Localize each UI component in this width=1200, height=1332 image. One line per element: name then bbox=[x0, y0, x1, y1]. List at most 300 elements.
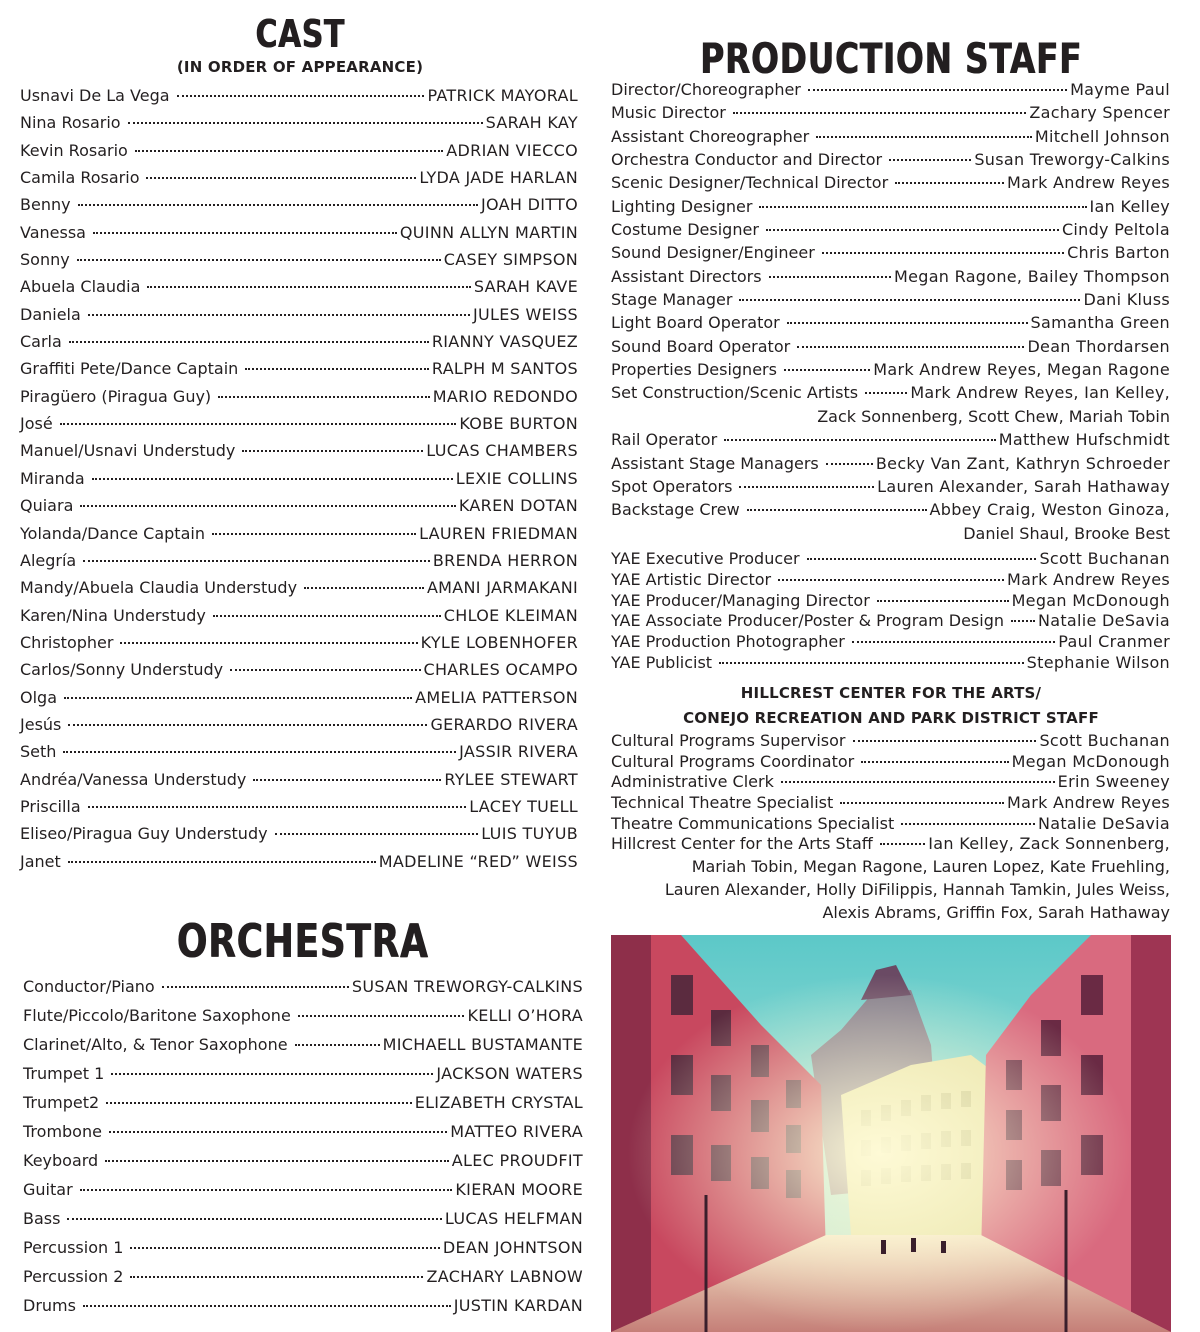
dot-leader bbox=[739, 299, 1080, 301]
credit-role: Kevin Rosario bbox=[20, 140, 128, 160]
credit-role: Abuela Claudia bbox=[20, 277, 141, 297]
credit-role: Manuel/Usnavi Understudy bbox=[20, 441, 236, 461]
dot-leader bbox=[822, 252, 1064, 254]
dot-leader bbox=[83, 1305, 451, 1307]
dot-leader bbox=[162, 986, 349, 988]
credit-role: Administrative Clerk bbox=[611, 772, 774, 792]
credit-row bbox=[20, 410, 578, 437]
credit-row bbox=[23, 1117, 583, 1146]
dot-leader bbox=[759, 206, 1086, 208]
orchestra-heading: ORCHESTRA bbox=[176, 914, 429, 968]
credit-role: YAE Publicist bbox=[611, 652, 713, 672]
hillcrest-staff-continuation: Lauren Alexander, Holly DiFilippis, Hannah Tamkin, Jules Weiss, bbox=[664, 880, 1170, 900]
production-staff-heading: PRODUCTION STAFF bbox=[699, 34, 1083, 83]
credit-name: LUCAS CHAMBERS bbox=[426, 441, 578, 461]
credit-row bbox=[611, 195, 1170, 218]
credit-role: Mandy/Abuela Claudia Understudy bbox=[20, 578, 298, 598]
credit-role: Alegría bbox=[20, 550, 77, 570]
dot-leader bbox=[83, 560, 430, 562]
light-glow bbox=[611, 935, 1171, 1332]
dot-leader bbox=[778, 579, 1004, 581]
credit-name: Dani Kluss bbox=[1083, 290, 1170, 310]
credit-role: Nina Rosario bbox=[20, 113, 121, 133]
credit-role: Andréa/Vanessa Understudy bbox=[20, 769, 247, 789]
credit-role: Seth bbox=[20, 742, 57, 762]
credit-role: Sonny bbox=[20, 250, 70, 270]
credit-name: CASEY SIMPSON bbox=[443, 250, 578, 270]
credit-row bbox=[20, 766, 578, 793]
credit-row bbox=[611, 570, 1170, 591]
credit-name: MARIO REDONDO bbox=[432, 386, 578, 406]
hillcrest-staff-continuation: Mariah Tobin, Megan Ragone, Lauren Lopez, Kate Fruehling, bbox=[691, 857, 1170, 877]
dot-leader bbox=[106, 1102, 412, 1104]
dot-leader bbox=[739, 486, 874, 488]
dot-leader bbox=[1011, 620, 1035, 622]
credit-role: Benny bbox=[20, 195, 71, 215]
credit-row bbox=[611, 834, 1170, 855]
credit-role: Spot Operators bbox=[611, 476, 733, 496]
dot-leader bbox=[766, 229, 1059, 231]
dot-leader bbox=[130, 1276, 423, 1278]
credit-role: Usnavi De La Vega bbox=[20, 86, 170, 105]
credit-role: Trombone bbox=[23, 1122, 102, 1141]
credit-name: RALPH M SANTOS bbox=[431, 359, 578, 379]
credit-row bbox=[20, 793, 578, 820]
dot-leader bbox=[128, 122, 483, 124]
credit-row bbox=[611, 611, 1170, 632]
dot-leader bbox=[852, 641, 1056, 643]
dot-leader bbox=[88, 806, 467, 808]
credit-row bbox=[23, 1291, 583, 1320]
credit-name: AMANI JARMAKANI bbox=[426, 578, 578, 598]
credit-role: Guitar bbox=[23, 1180, 73, 1199]
dot-leader bbox=[865, 392, 907, 394]
credit-name: Scott Buchanan bbox=[1039, 549, 1170, 568]
dot-leader bbox=[733, 112, 1026, 114]
dot-leader bbox=[109, 1131, 447, 1133]
credit-role: Percussion 2 bbox=[23, 1267, 124, 1286]
credit-role: Director/Choreographer bbox=[611, 80, 801, 99]
credit-role: Yolanda/Dance Captain bbox=[20, 523, 205, 543]
credit-row bbox=[20, 848, 578, 875]
credit-row bbox=[611, 288, 1170, 311]
dot-leader bbox=[816, 136, 1032, 138]
credit-row bbox=[20, 219, 578, 246]
dot-leader bbox=[218, 396, 430, 398]
credit-name: JACKSON WATERS bbox=[436, 1064, 583, 1083]
dot-leader bbox=[787, 322, 1028, 324]
credit-role: Assistant Directors bbox=[611, 266, 762, 286]
credit-role: Olga bbox=[20, 687, 57, 707]
credit-row bbox=[20, 109, 578, 136]
credit-row bbox=[20, 301, 578, 328]
credit-name: Megan McDonough bbox=[1011, 751, 1170, 771]
credit-name: LAUREN FRIEDMAN bbox=[419, 523, 578, 543]
credit-name: Mark Andrew Reyes bbox=[1006, 173, 1170, 193]
credit-continuation: Daniel Shaul, Brooke Best bbox=[963, 523, 1170, 543]
credit-row bbox=[23, 1001, 583, 1030]
credit-role: Drums bbox=[23, 1296, 76, 1315]
dot-leader bbox=[797, 346, 1024, 348]
credit-name: Scott Buchanan bbox=[1039, 731, 1170, 750]
credit-name: PATRICK MAYORAL bbox=[427, 86, 578, 105]
credit-role: Bass bbox=[23, 1209, 61, 1228]
hillcrest-heading-line2: CONEJO RECREATION AND PARK DISTRICT STAFF bbox=[683, 709, 1099, 727]
credit-role: Lighting Designer bbox=[611, 196, 753, 216]
credit-row bbox=[20, 355, 578, 382]
credit-name: Erin Sweeney bbox=[1057, 772, 1170, 792]
dot-leader bbox=[77, 259, 441, 261]
credit-name: AMELIA PATTERSON bbox=[415, 687, 578, 707]
credit-name: KAREN DOTAN bbox=[458, 496, 578, 516]
credit-role: Miranda bbox=[20, 468, 85, 488]
credit-row bbox=[20, 656, 578, 683]
credit-role: Graffiti Pete/Dance Captain bbox=[20, 359, 239, 379]
credit-role: Clarinet/Alto, & Tenor Saxophone bbox=[23, 1035, 288, 1054]
credit-name: JASSIR RIVERA bbox=[459, 742, 578, 762]
credit-row bbox=[611, 632, 1170, 653]
credit-role: Cultural Programs Supervisor bbox=[611, 731, 846, 750]
credit-role: YAE Producer/Managing Director bbox=[611, 590, 870, 610]
credit-name: QUINN ALLYN MARTIN bbox=[399, 222, 578, 242]
credit-role: Jesús bbox=[20, 714, 62, 734]
dot-leader bbox=[769, 276, 891, 278]
credit-name: Megan Ragone, Bailey Thompson bbox=[894, 266, 1170, 286]
dot-leader bbox=[88, 314, 470, 316]
dot-leader bbox=[111, 1073, 433, 1075]
credit-row bbox=[20, 820, 578, 847]
dot-leader bbox=[68, 724, 427, 726]
credit-role: Trumpet2 bbox=[23, 1093, 100, 1112]
credit-row bbox=[23, 1233, 583, 1262]
credit-row bbox=[611, 452, 1170, 475]
credit-role: Assistant Choreographer bbox=[611, 126, 810, 146]
dot-leader bbox=[146, 177, 416, 179]
credit-row bbox=[611, 218, 1170, 241]
credit-row bbox=[611, 171, 1170, 194]
credit-row bbox=[23, 1088, 583, 1117]
credit-name: Megan McDonough bbox=[1011, 590, 1170, 610]
credit-row bbox=[611, 498, 1170, 521]
credit-row bbox=[20, 574, 578, 601]
dot-leader bbox=[747, 509, 927, 511]
credit-row bbox=[23, 1175, 583, 1204]
credit-row bbox=[611, 125, 1170, 148]
credit-name: KELLI O’HORA bbox=[467, 1006, 583, 1025]
credit-row bbox=[611, 311, 1170, 334]
credit-row bbox=[23, 1059, 583, 1088]
credit-row bbox=[20, 82, 578, 109]
credit-name: Natalie DeSavia bbox=[1037, 813, 1170, 833]
hillcrest-heading-line1: HILLCREST CENTER FOR THE ARTS/ bbox=[740, 684, 1042, 702]
credit-role: Sound Board Operator bbox=[611, 336, 791, 356]
dot-leader bbox=[120, 642, 417, 644]
credit-row bbox=[20, 547, 578, 574]
credit-role: Vanessa bbox=[20, 222, 86, 242]
dot-leader bbox=[889, 159, 971, 161]
credit-row bbox=[611, 591, 1170, 612]
credit-name: DEAN JOHNTSON bbox=[442, 1238, 583, 1257]
credit-role: Karen/Nina Understudy bbox=[20, 605, 206, 625]
dot-leader bbox=[808, 89, 1067, 91]
credit-name: ALEC PROUDFIT bbox=[451, 1151, 583, 1170]
credit-name: Samantha Green bbox=[1030, 313, 1170, 333]
credit-name: Ian Kelley, Zack Sonnenberg, bbox=[928, 834, 1170, 854]
credit-row bbox=[20, 164, 578, 191]
credit-name: ZACHARY LABNOW bbox=[426, 1267, 583, 1286]
credit-row bbox=[611, 78, 1170, 101]
dot-leader bbox=[105, 1160, 449, 1162]
credit-row bbox=[611, 335, 1170, 358]
dot-leader bbox=[67, 1218, 441, 1220]
dot-leader bbox=[80, 505, 456, 507]
dot-leader bbox=[213, 615, 441, 617]
credit-name: KYLE LOBENHOFER bbox=[420, 632, 578, 652]
dot-leader bbox=[93, 232, 397, 234]
credit-row bbox=[20, 711, 578, 738]
production-staff-list bbox=[611, 78, 1170, 545]
credit-role: Set Construction/Scenic Artists bbox=[611, 383, 859, 403]
credit-role: Percussion 1 bbox=[23, 1238, 124, 1257]
credit-role: Assistant Stage Managers bbox=[611, 453, 819, 473]
dot-leader bbox=[60, 423, 457, 425]
hillcrest-staff-continuation: Alexis Abrams, Griffin Fox, Sarah Hathaway bbox=[822, 903, 1170, 923]
credit-row bbox=[20, 684, 578, 711]
credit-row bbox=[611, 814, 1170, 835]
credit-row bbox=[20, 246, 578, 273]
credit-role: Backstage Crew bbox=[611, 500, 740, 520]
credit-name: LEXIE COLLINS bbox=[455, 468, 578, 488]
credit-name: Susan Treworgy-Calkins bbox=[974, 150, 1170, 170]
credit-row bbox=[23, 1262, 583, 1291]
credit-name: Mayme Paul bbox=[1070, 80, 1170, 99]
credit-row bbox=[20, 137, 578, 164]
credit-row bbox=[611, 475, 1170, 498]
credit-name: MICHAELL BUSTAMANTE bbox=[382, 1035, 583, 1054]
credit-role: Eliseo/Piragua Guy Understudy bbox=[20, 824, 268, 844]
credit-name: Cindy Peltola bbox=[1061, 220, 1170, 240]
credit-role: Piragüero (Piragua Guy) bbox=[20, 386, 212, 406]
credit-row bbox=[20, 328, 578, 355]
credit-role: Hillcrest Center for the Arts Staff bbox=[611, 834, 873, 854]
credit-role: Carlos/Sonny Understudy bbox=[20, 660, 224, 680]
credit-role: Light Board Operator bbox=[611, 313, 780, 333]
dot-leader bbox=[880, 843, 925, 845]
credit-name: BRENDA HERRON bbox=[432, 550, 578, 570]
credit-name: LACEY TUELL bbox=[469, 796, 578, 816]
credit-role: Theatre Communications Specialist bbox=[611, 813, 895, 833]
credit-name: JUSTIN KARDAN bbox=[453, 1296, 583, 1315]
credit-role: Sound Designer/Engineer bbox=[611, 243, 815, 263]
dot-leader bbox=[719, 662, 1024, 664]
credit-role: Trumpet 1 bbox=[23, 1064, 105, 1083]
dot-leader bbox=[298, 1015, 465, 1017]
credit-name: KOBE BURTON bbox=[459, 414, 578, 434]
credit-row bbox=[611, 265, 1170, 288]
credit-name: Abbey Craig, Weston Ginoza, bbox=[929, 500, 1170, 520]
street-scene-svg bbox=[611, 935, 1171, 1332]
credit-row bbox=[20, 437, 578, 464]
credit-role: Camila Rosario bbox=[20, 168, 140, 188]
credit-role: Flute/Piccolo/Baritone Saxophone bbox=[23, 1006, 291, 1025]
dot-leader bbox=[304, 587, 424, 589]
credit-row bbox=[611, 428, 1170, 451]
dot-leader bbox=[135, 150, 443, 152]
credit-role: Quiara bbox=[20, 496, 74, 516]
dot-leader bbox=[78, 204, 478, 206]
credit-name: CHLOE KLEIMAN bbox=[443, 605, 578, 625]
credit-row bbox=[23, 1030, 583, 1059]
dot-leader bbox=[784, 369, 870, 371]
dot-leader bbox=[853, 740, 1037, 742]
credit-row bbox=[611, 731, 1170, 752]
credit-name: SUSAN TREWORGY-CALKINS bbox=[351, 977, 583, 996]
credit-name: MADELINE “RED” WEISS bbox=[378, 851, 578, 871]
credit-continuation: Zack Sonnenberg, Scott Chew, Mariah Tobin bbox=[817, 406, 1170, 426]
credit-role: Priscilla bbox=[20, 796, 81, 816]
dot-leader bbox=[895, 182, 1004, 184]
credit-role: YAE Production Photographer bbox=[611, 632, 845, 652]
dot-leader bbox=[212, 533, 416, 535]
credit-row bbox=[20, 738, 578, 765]
credit-name: LUIS TUYUB bbox=[481, 824, 578, 844]
cast-list bbox=[20, 82, 578, 875]
dot-leader bbox=[245, 368, 429, 370]
credit-row bbox=[611, 358, 1170, 381]
credit-role: Technical Theatre Specialist bbox=[611, 793, 834, 813]
credit-name: Mark Andrew Reyes, Megan Ragone bbox=[873, 360, 1170, 380]
orchestra-list bbox=[23, 972, 583, 1320]
cast-subheading: (IN ORDER OF APPEARANCE) bbox=[176, 58, 424, 76]
credit-row bbox=[20, 383, 578, 410]
credit-row bbox=[611, 793, 1170, 814]
dot-leader bbox=[826, 463, 873, 465]
credit-name: GERARDO RIVERA bbox=[430, 714, 578, 734]
dot-leader bbox=[147, 286, 470, 288]
credit-row bbox=[20, 492, 578, 519]
credit-row bbox=[611, 241, 1170, 264]
credit-name: CHARLES OCAMPO bbox=[423, 660, 578, 680]
credit-role: Properties Designers bbox=[611, 360, 777, 380]
credit-name: Matthew Hufschmidt bbox=[998, 430, 1170, 450]
credit-name: Mark Andrew Reyes bbox=[1006, 793, 1170, 813]
credit-name: LUCAS HELFMAN bbox=[444, 1209, 583, 1228]
credit-name: Paul Cranmer bbox=[1058, 632, 1170, 652]
credit-name: ADRIAN VIECCO bbox=[446, 140, 578, 160]
credit-name: LYDA JADE HARLAN bbox=[419, 168, 578, 188]
credit-name: Lauren Alexander, Sarah Hathaway bbox=[877, 476, 1170, 496]
credit-role: YAE Associate Producer/Poster & Program Design bbox=[611, 611, 1004, 631]
dot-leader bbox=[69, 341, 429, 343]
dot-leader bbox=[861, 761, 1008, 763]
credit-name: SARAH KAVE bbox=[473, 277, 578, 297]
dot-leader bbox=[80, 1189, 453, 1191]
dot-leader bbox=[64, 697, 412, 699]
credit-name: Mitchell Johnson bbox=[1034, 126, 1170, 146]
credit-name: Ian Kelley bbox=[1089, 196, 1170, 216]
dot-leader bbox=[840, 802, 1004, 804]
credit-row bbox=[20, 520, 578, 547]
credit-row bbox=[611, 148, 1170, 171]
credit-row bbox=[20, 629, 578, 656]
credit-role: Janet bbox=[20, 851, 61, 871]
credit-name: JOAH DITTO bbox=[481, 195, 578, 215]
street-illustration bbox=[611, 935, 1171, 1332]
credit-name: KIERAN MOORE bbox=[455, 1180, 583, 1199]
dot-leader bbox=[901, 823, 1035, 825]
credit-row bbox=[23, 972, 583, 1001]
credit-name: ELIZABETH CRYSTAL bbox=[414, 1093, 583, 1112]
hillcrest-heading bbox=[611, 681, 1171, 731]
credit-role: Cultural Programs Coordinator bbox=[611, 751, 855, 771]
credit-row bbox=[23, 1146, 583, 1175]
credit-role: Rail Operator bbox=[611, 430, 718, 450]
dot-leader bbox=[68, 861, 376, 863]
credit-row bbox=[611, 752, 1170, 773]
credit-name: Becky Van Zant, Kathryn Schroeder bbox=[875, 453, 1170, 473]
credit-role: Music Director bbox=[611, 103, 726, 123]
credit-row bbox=[20, 602, 578, 629]
credit-row bbox=[611, 101, 1170, 124]
cast-heading: CAST bbox=[255, 12, 345, 56]
credit-name: Mark Andrew Reyes bbox=[1006, 569, 1170, 589]
credit-role: YAE Executive Producer bbox=[611, 549, 800, 568]
credit-row bbox=[20, 273, 578, 300]
dot-leader bbox=[807, 558, 1037, 560]
credit-name: Dean Thordarsen bbox=[1027, 336, 1170, 356]
dot-leader bbox=[253, 779, 441, 781]
credit-row bbox=[611, 772, 1170, 793]
credit-role: Conductor/Piano bbox=[23, 977, 155, 996]
credit-row bbox=[611, 653, 1170, 674]
credit-row bbox=[20, 465, 578, 492]
dot-leader bbox=[92, 478, 453, 480]
yae-staff-list bbox=[611, 549, 1170, 674]
credit-name: Mark Andrew Reyes, Ian Kelley, bbox=[910, 383, 1170, 403]
credit-row bbox=[23, 1204, 583, 1233]
credit-role: Christopher bbox=[20, 632, 114, 652]
credit-role: Carla bbox=[20, 332, 62, 352]
dot-leader bbox=[295, 1044, 380, 1046]
credit-role: Costume Designer bbox=[611, 220, 759, 240]
credit-role: YAE Artistic Director bbox=[611, 569, 772, 589]
credit-role: Orchestra Conductor and Director bbox=[611, 150, 883, 170]
credit-row bbox=[611, 381, 1170, 404]
dot-leader bbox=[177, 95, 425, 97]
credit-name: Natalie DeSavia bbox=[1037, 611, 1170, 631]
dot-leader bbox=[275, 833, 479, 835]
dot-leader bbox=[781, 781, 1055, 783]
credit-role: Keyboard bbox=[23, 1151, 99, 1170]
credit-row bbox=[611, 549, 1170, 570]
credit-name: Zachary Spencer bbox=[1029, 103, 1170, 123]
credit-name: RIANNY VASQUEZ bbox=[431, 332, 578, 352]
dot-leader bbox=[242, 450, 423, 452]
credit-row bbox=[20, 191, 578, 218]
credit-role: Daniela bbox=[20, 304, 81, 324]
credit-name: MATTEO RIVERA bbox=[450, 1122, 583, 1141]
credit-role: Stage Manager bbox=[611, 290, 733, 310]
credit-name: Stephanie Wilson bbox=[1026, 652, 1170, 672]
credit-name: JULES WEISS bbox=[473, 304, 578, 324]
dot-leader bbox=[230, 669, 420, 671]
credit-role: José bbox=[20, 414, 53, 434]
dot-leader bbox=[130, 1247, 439, 1249]
credit-name: RYLEE STEWART bbox=[444, 769, 578, 789]
credit-role: Scenic Designer/Technical Director bbox=[611, 173, 889, 193]
dot-leader bbox=[63, 751, 456, 753]
dot-leader bbox=[877, 600, 1009, 602]
